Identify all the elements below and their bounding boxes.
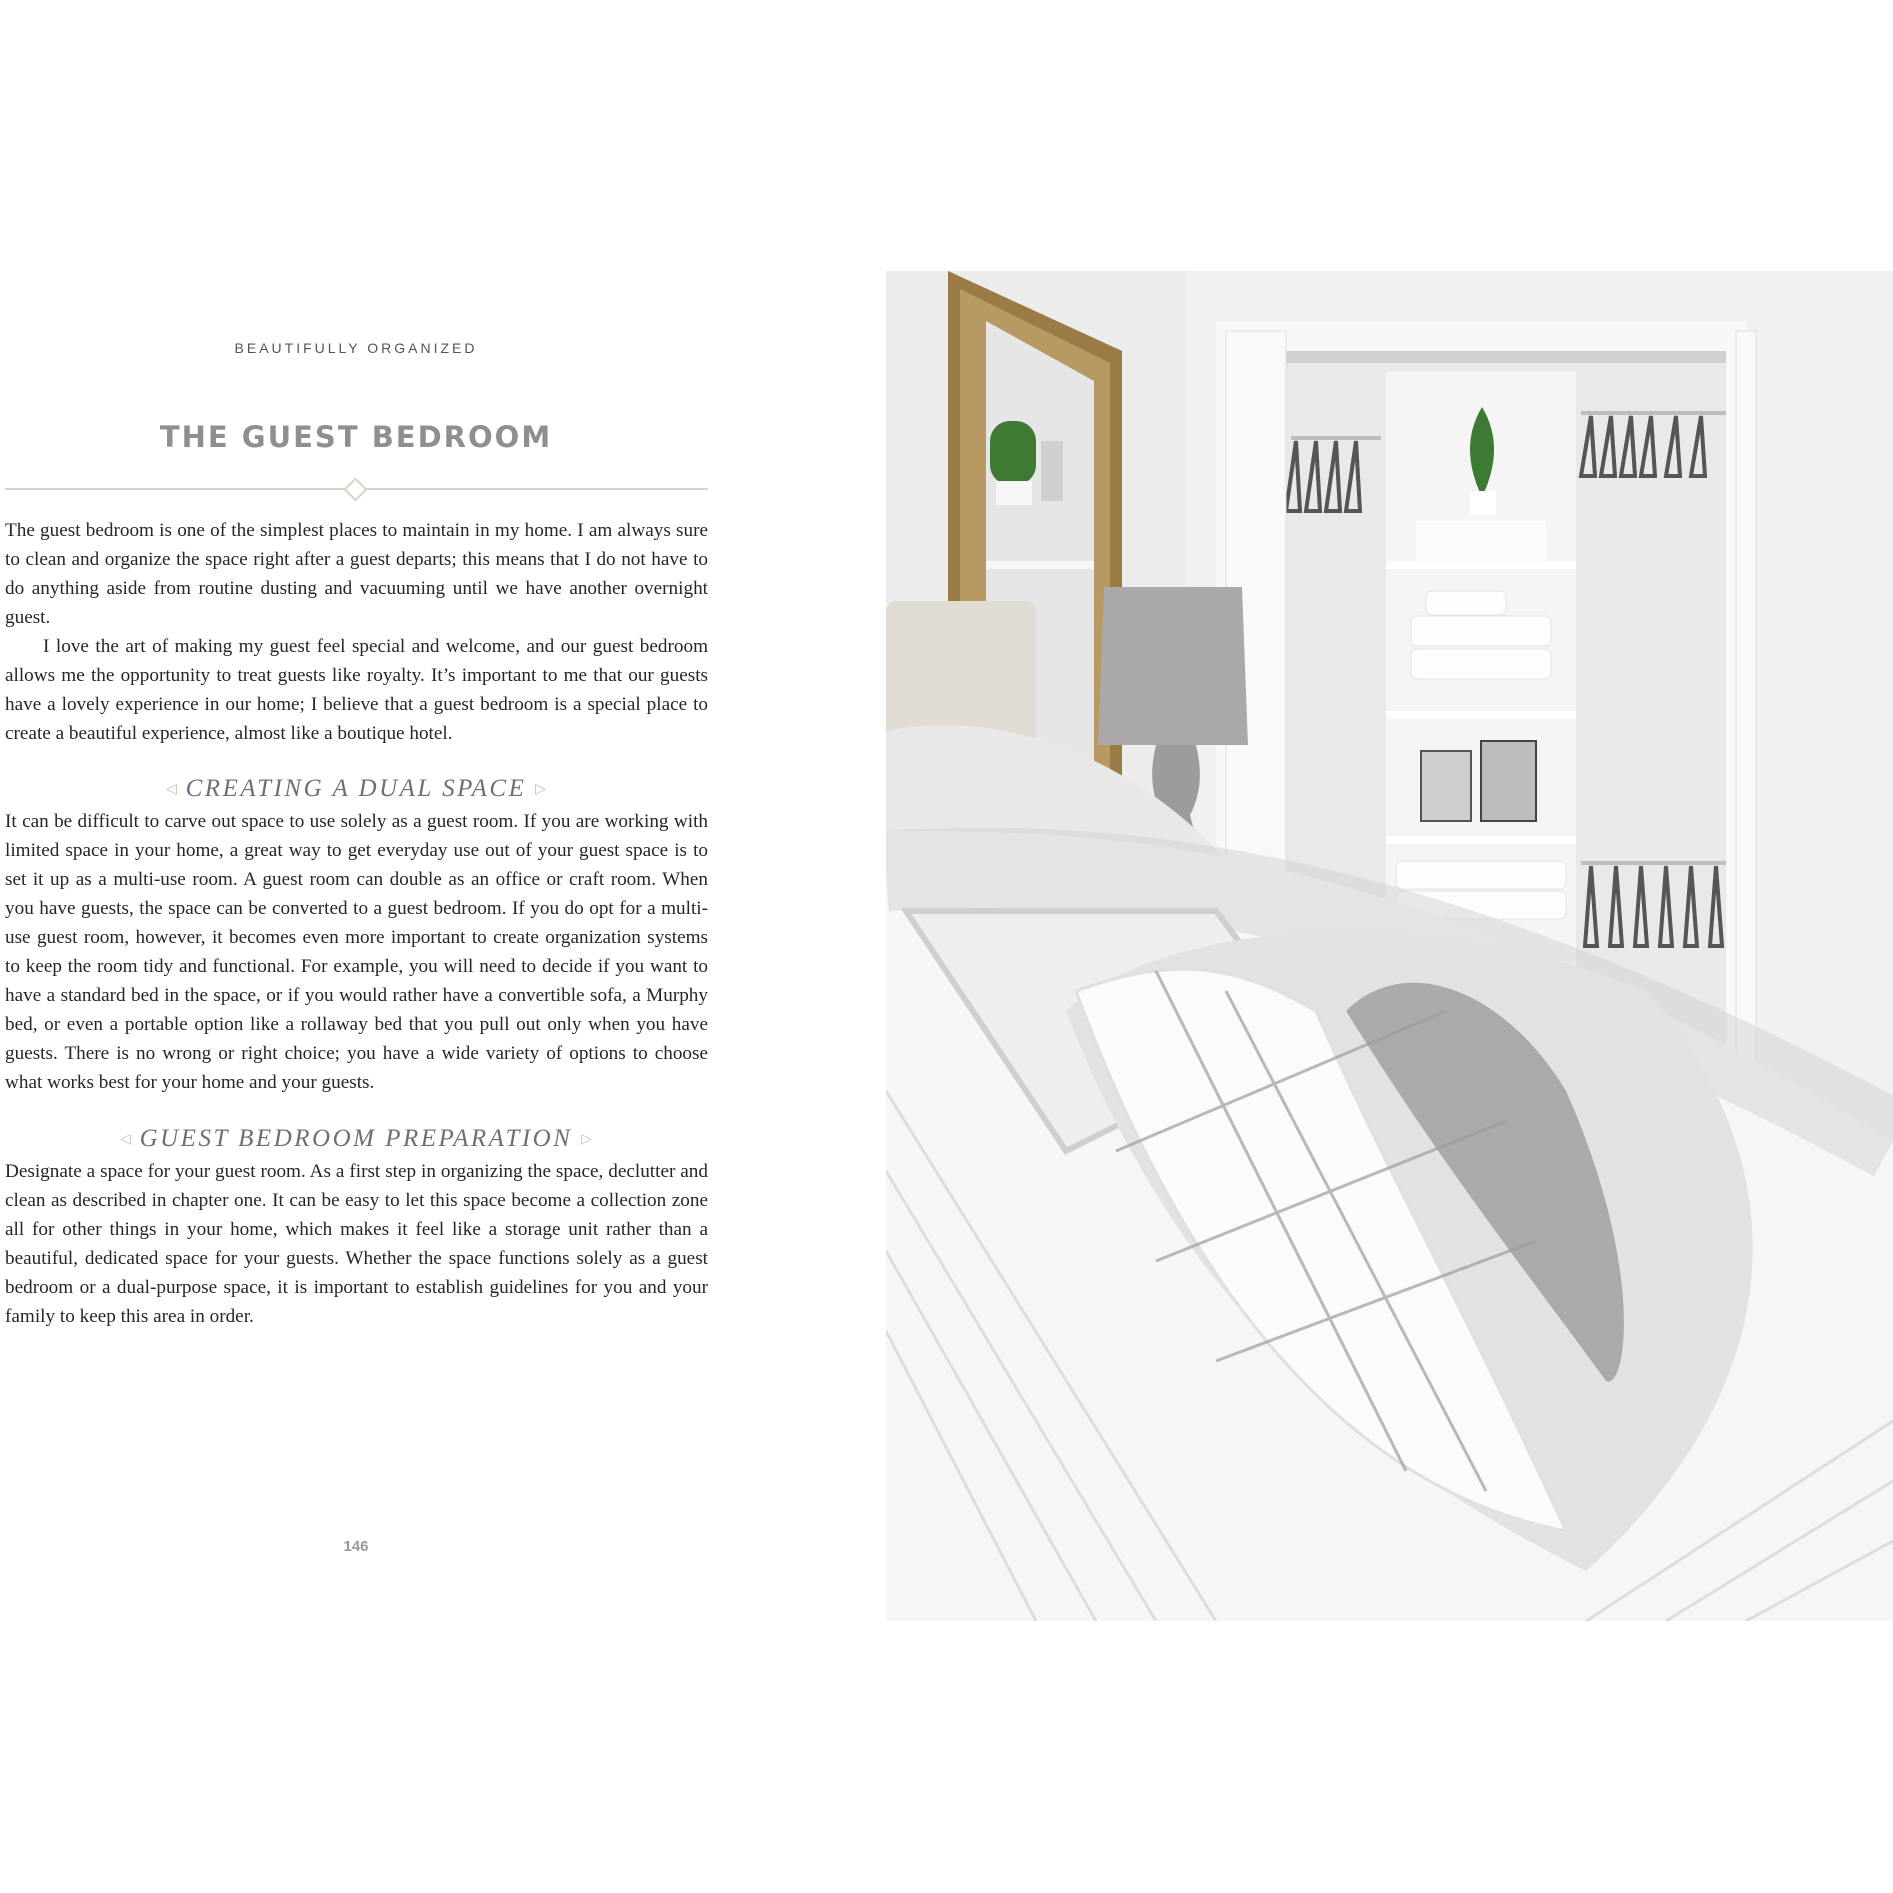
intro-text (5, 516, 708, 748)
right-ornament-icon: ▷ (581, 1132, 592, 1147)
section-heading-dual-space (0, 775, 712, 803)
section-heading-text: CREATING A DUAL SPACE (185, 775, 527, 802)
left-ornament-icon: ◁ (120, 1132, 131, 1147)
section-dual-space-body (5, 807, 708, 1097)
running-head: BEAUTIFULLY ORGANIZED (234, 340, 478, 356)
section-heading-preparation (0, 1125, 712, 1153)
chapter-title: THE GUEST BEDROOM (159, 420, 553, 454)
section-paragraph: It can be difficult to carve out space to use solely as a guest room. If you are working with limited space in your home, a great way to get everyday use out of your guest space is to set it up as a multi-use room. A guest room can double as an office or craft room. When you have guests, the space can be converted to a guest bedroom. If you do opt for a multi-use guest room, however, it becomes even more important to create organization systems to keep the room tidy and functional. For example, you will need to decide if you want to have a standard bed in the space, or if you would rather have a convertible sofa, a Murphy bed, or even a portable option like a rollaway bed that you pull out only when you have guests. There is no wrong or right choice; you have a wide variety of options to choose what works best for your home and your guests. (5, 811, 708, 1093)
guest-bedroom-photo (886, 271, 1893, 1621)
section-preparation-body (5, 1157, 708, 1331)
page-number: 146 (343, 1538, 369, 1555)
left-page (0, 0, 720, 1893)
section-heading-text: GUEST BEDROOM PREPARATION (139, 1125, 573, 1152)
right-ornament-icon: ▷ (535, 782, 546, 797)
intro-paragraph-1: The guest bedroom is one of the simplest places to maintain in my home. I am always sure to clean and organize the space right after a guest departs; this means that I do not have to do anything aside from routine dusting and vacuuming until we have another overnight guest. (5, 520, 708, 628)
divider-diamond-icon (343, 477, 367, 501)
left-ornament-icon: ◁ (166, 782, 177, 797)
intro-paragraph-2: I love the art of making my guest feel special and welcome, and our guest bedroom allows me the opportunity to treat guests like royalty. It’s important to me that our guests have a lovely experience in our home; I believe that a guest bedroom is a special place to create a beautiful experience, almost like a boutique hotel. (5, 636, 708, 744)
section-paragraph: Designate a space for your guest room. As a first step in organizing the space, declutter and clean as described in chapter one. It can be easy to let this space become a collection zone all for other things in your home, which makes it feel like a storage unit rather than a beautiful, dedicated space for your guests. Whether the space functions solely as a guest bedroom or a dual-purpose space, it is important to establish guidelines for you and your family to keep this area in order. (5, 1161, 708, 1327)
